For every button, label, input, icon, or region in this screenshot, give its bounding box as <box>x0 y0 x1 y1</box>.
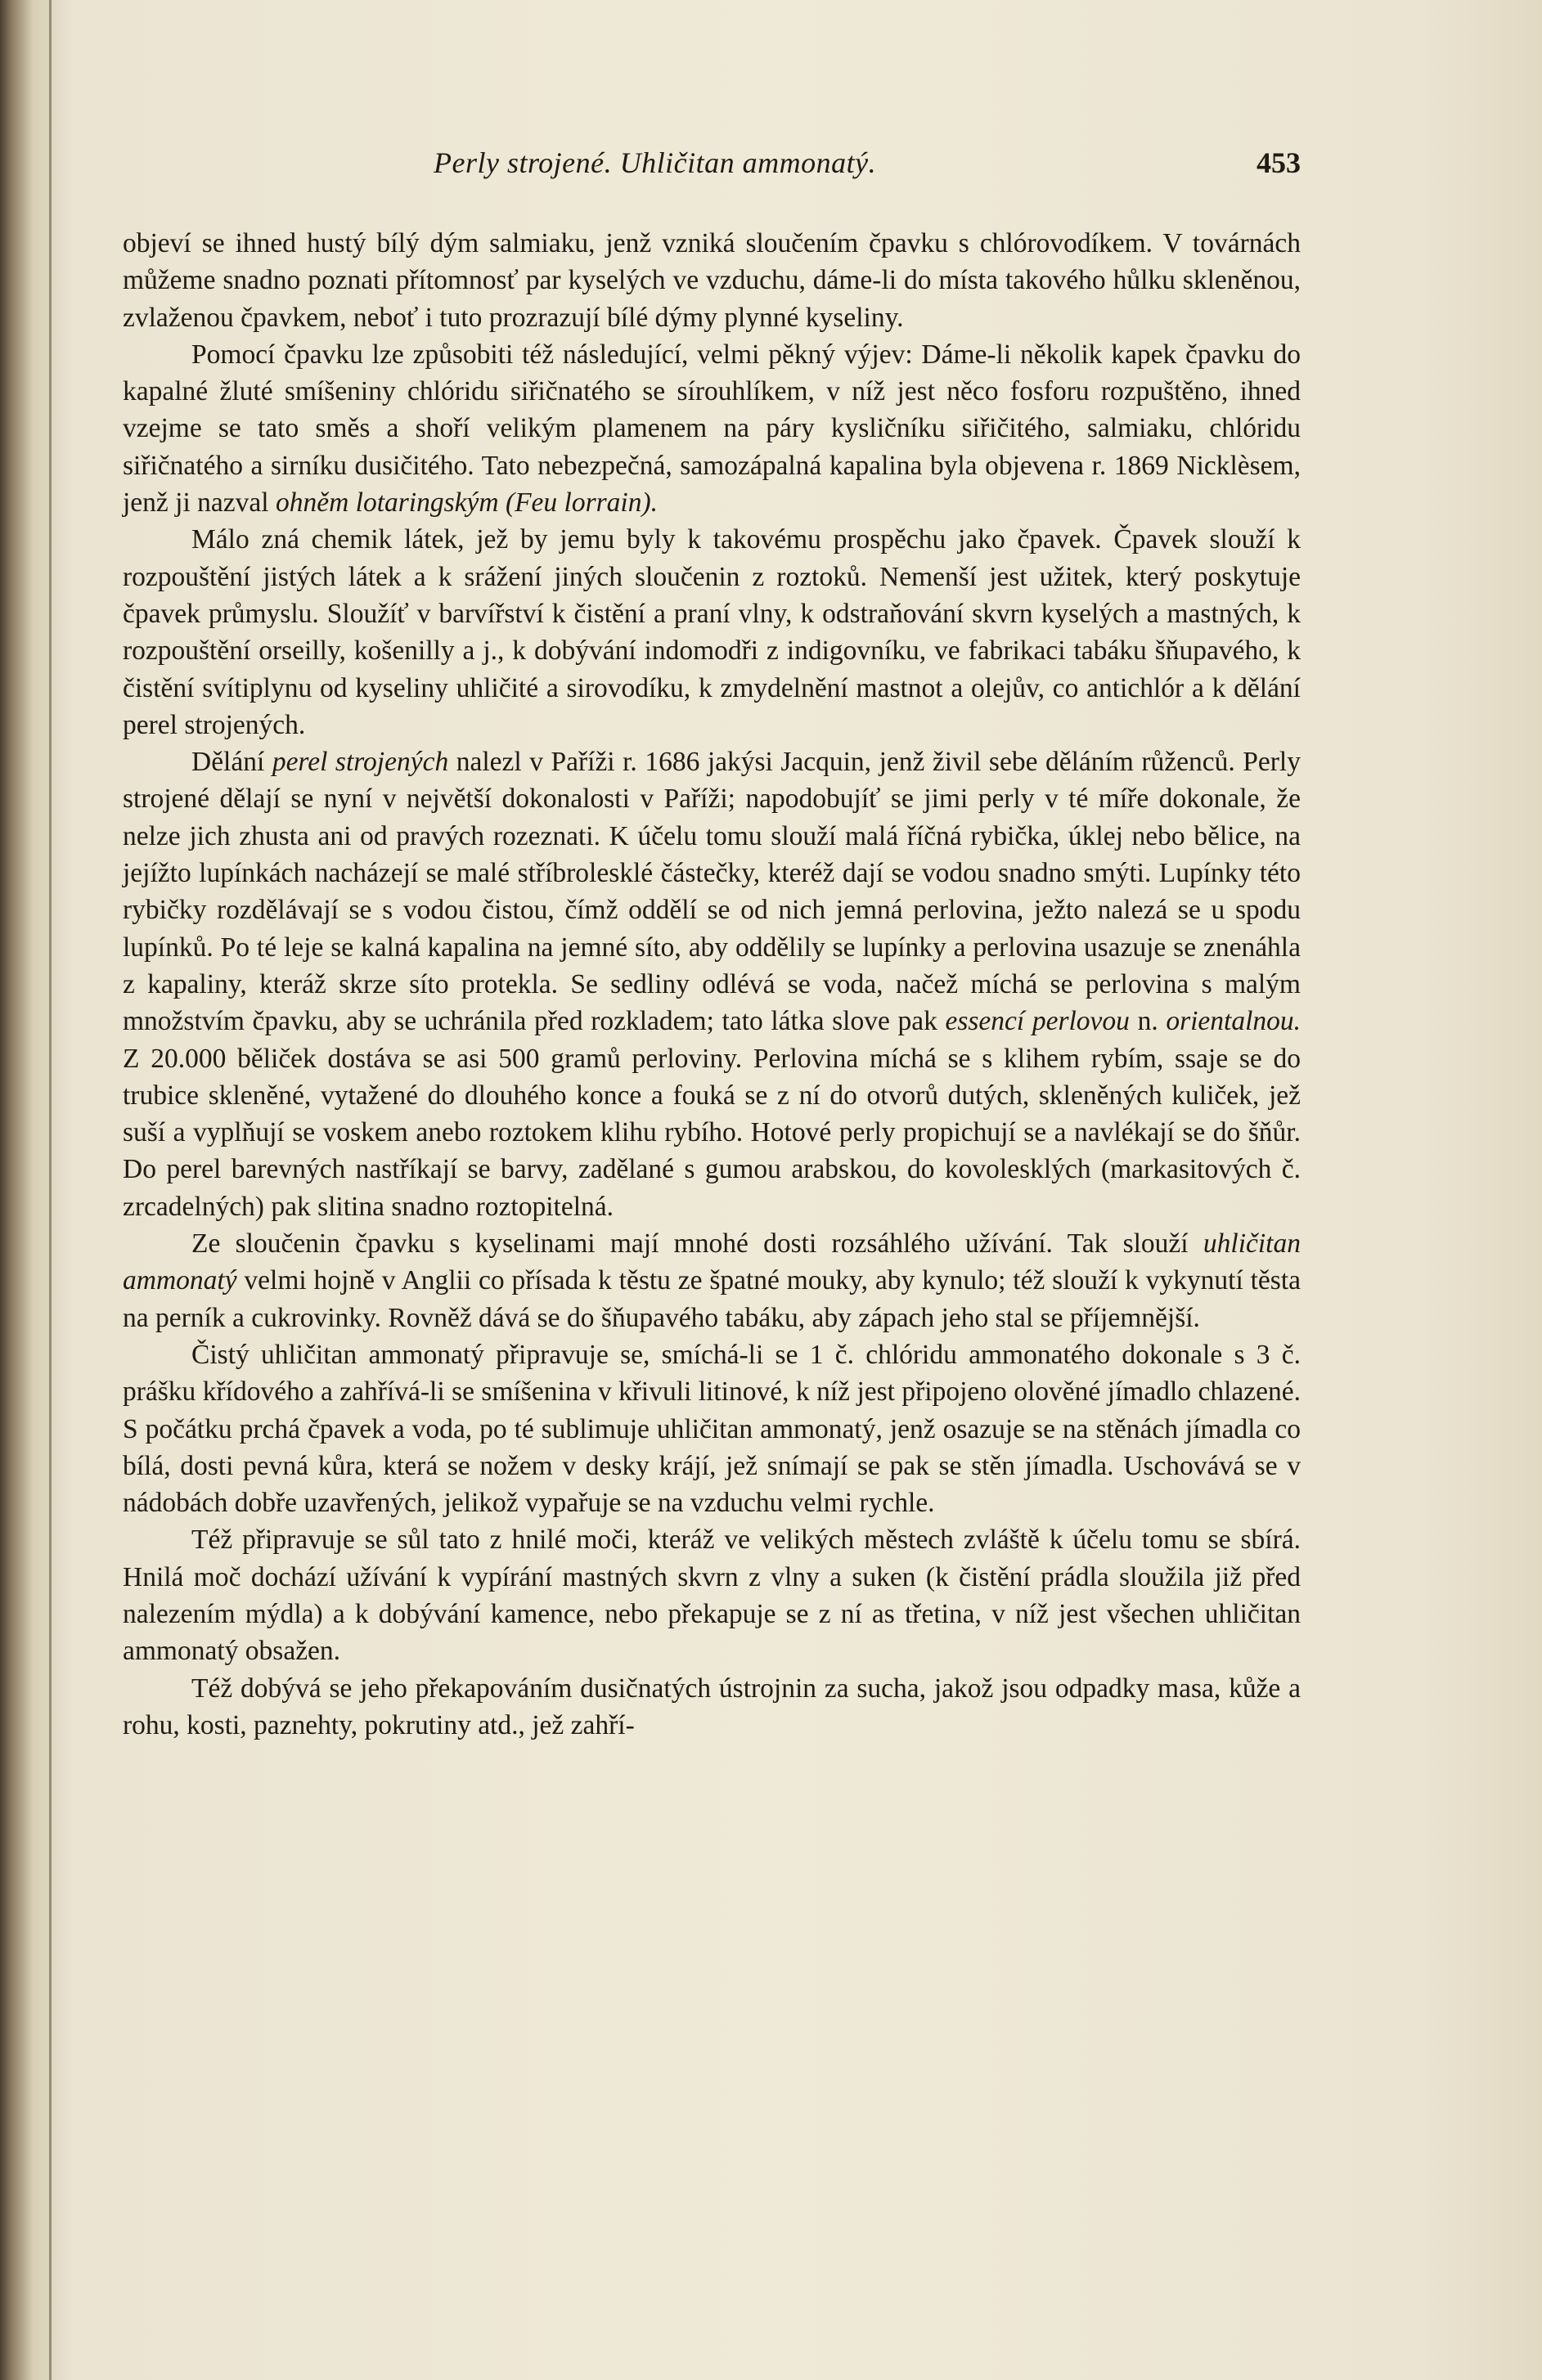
paragraph-1-text: objeví se ihned hustý bílý dým salmiaku, jenž vzniká sloučením čpavku s chlórovodíkem. V továrnách můžeme snadno poznati přítomnosť par kyselých ve vzduchu, dáme-li do místa takového hůlku skleněnou, zvlaženou čpavkem, neboť i tuto prozrazují bílé dýmy plynné kyseliny. <box>123 228 1301 333</box>
paragraph-4 <box>123 743 1301 1225</box>
paragraph-2-text: Pomocí čpavku lze způsobiti též následující, velmi pěkný výjev: Dáme-li několik kapek čpavku do kapalné žluté smíšeniny chlóridu siřičnatého se sírouhlíkem, v níž jest něco fosforu rozpuštěno, ihned vzejme se tato směs a shoří velikým plamenem na páry kysličníku siřičitého, salmiaku, chlóridu siřičnatého a sirníku dusičitého. Tato nebezpečná, samozápalná kapalina byla objevena r. 1869 Nicklèsem, jenž ji nazval <box>123 339 1301 519</box>
paragraph-5-text-b: velmi hojně v Anglii co přísada k těstu ze špatné mouky, aby kynulo; též slouží k vykynutí těsta na perník a cukrovinky. Rovněž dává se do šňupavého tabáku, aby zápach jeho stal se příjemnější. <box>123 1265 1301 1333</box>
paragraph-4-italic-3: orientalnou. <box>1166 1006 1301 1037</box>
page-number: 453 <box>1257 146 1301 179</box>
paragraph-4-text-d: Z 20.000 běliček dostáva se asi 500 gramů perloviny. Perlovina míchá se s klihem rybím, ssaje se do trubice skleněné, vytažené do dlouhého konce a fouká se z ní do otvorů dutých, skleněných kuliček, jež suší a vyplňují se voskem anebo roztokem klihu rybího. Hotové perly propichují se a navlékají se do šňůr. Do perel barevných nastříkají se barvy, zadělané s gumou arabskou, do kovolesklých (markasitových č. zrcadelných) pak slitina snadno roztopitelná. <box>123 1043 1301 1222</box>
paragraph-3-text: Málo zná chemik látek, jež by jemu byly k takovému prospěchu jako čpavek. Čpavek slouží k rozpouštění jistých látek a k srážení jiných sloučenin z roztoků. Nemenší jest užitek, který poskytuje čpavek průmyslu. Sloužíť v barvířství k čistění a praní vlny, k odstraňování skvrn kyselých a mastných, k rozpouštění orseilly, košenilly a j., k dobývání indomodři z indigovníku, ve fabrikaci tabáku šňupavého, k čistění svítiplynu od kyseliny uhličité a sirovodíku, k zmydelnění mastnot a olejův, co antichlór a k dělání perel strojených. <box>123 524 1301 740</box>
paragraph-4-italic-1: perel strojených <box>272 747 449 778</box>
paragraph-4-text-c: n. <box>1137 1006 1158 1037</box>
paragraph-6-text: Čistý uhličitan ammonatý připravuje se, smíchá-li se 1 č. chlóridu ammonatého dokonale s 3 č. prášku křídového a zahřívá-li se smíšenina v křivuli litinové, k níž jest připojeno olověné jímadlo chlazené. S počátku prchá čpavek a voda, po té sublimuje uhličitan ammonatý, jenž osazuje se na stěnách jímadla co bílá, dosti pevná kůra, která se nožem v desky krájí, jež snímají se pak se stěn jímadla. Uschovává se v nádobách dobře uzavřených, jelikož vypařuje se na vzduchu velmi rychle. <box>123 1339 1301 1519</box>
paragraph-8-text: Též dobývá se jeho překapováním dusičnatých ústrojnin za sucha, jakož jsou odpadky masa, kůže a rohu, kosti, paznehty, pokrutiny atd., jež zahří- <box>123 1673 1301 1740</box>
paragraph-5-text-a: Ze sloučenin čpavku s kyselinami mají mnohé dosti rozsáhlého užívání. Tak slouží <box>191 1228 1189 1260</box>
paragraph-8 <box>123 1670 1301 1745</box>
running-title: Perly strojené. Uhličitan ammonatý. <box>434 146 877 179</box>
paragraph-2-italic: ohněm lotaringským (Feu lorrain). <box>275 487 659 519</box>
paragraph-1 <box>123 225 1301 336</box>
paragraph-2 <box>123 336 1301 521</box>
paragraph-5-italic: uhličitan ammonatý <box>123 1228 1301 1296</box>
paragraph-5 <box>123 1225 1301 1336</box>
paragraph-7-text: Též připravuje se sůl tato z hnilé moči, kteráž ve velikých městech zvláště k účelu tomu se sbírá. Hnilá moč dochází užívání k vypírání mastných skvrn z vlny a suken (k čistění prádla sloužila již před nalezením mýdla) a k dobývání kamence, nebo překapuje se z ní as třetina, v níž jest všechen uhličitan ammonatý obsažen. <box>123 1525 1301 1667</box>
paragraph-6 <box>123 1336 1301 1521</box>
paragraph-4-italic-2: essencí perlovou <box>945 1006 1130 1037</box>
running-head <box>123 146 1301 195</box>
paragraph-4-text-b: nalezl v Paříži r. 1686 jakýsi Jacquin, jenž živil sebe děláním růženců. Perly strojené dělají se nyní v největší dokonalosti v Paříži; napodobujíť se jimi perly v té míře dokonale, že nelze jich zhusta ani od pravých rozeznati. K účelu tomu slouží malá říčná rybička, úklej nebo bělice, na jejížto lupínkách nacházejí se malé stříbrolesklé částečky, kteréž dají se vodou snadno smýti. Lupínky této rybičky rozdělávají se s vodou čistou, čímž oddělí se od nich jemná perlovina, ježto nalezá se u spodu lupínků. Po té leje se kalná kapalina na jemné síto, aby oddělily se lupínky a perlovina usazuje se znenáhla z kapaliny, kteráž skrze síto protekla. Se sedliny odlévá se voda, načež míchá se perlovina s malým množstvím čpavku, aby se uchránila před rozkladem; tato látka slove pak <box>123 747 1301 1037</box>
paragraph-4-text-a: Dělání <box>191 747 265 778</box>
text-block <box>123 225 1301 1744</box>
paragraph-7 <box>123 1521 1301 1669</box>
paragraph-3 <box>123 521 1301 743</box>
binding-edge <box>49 0 52 2380</box>
